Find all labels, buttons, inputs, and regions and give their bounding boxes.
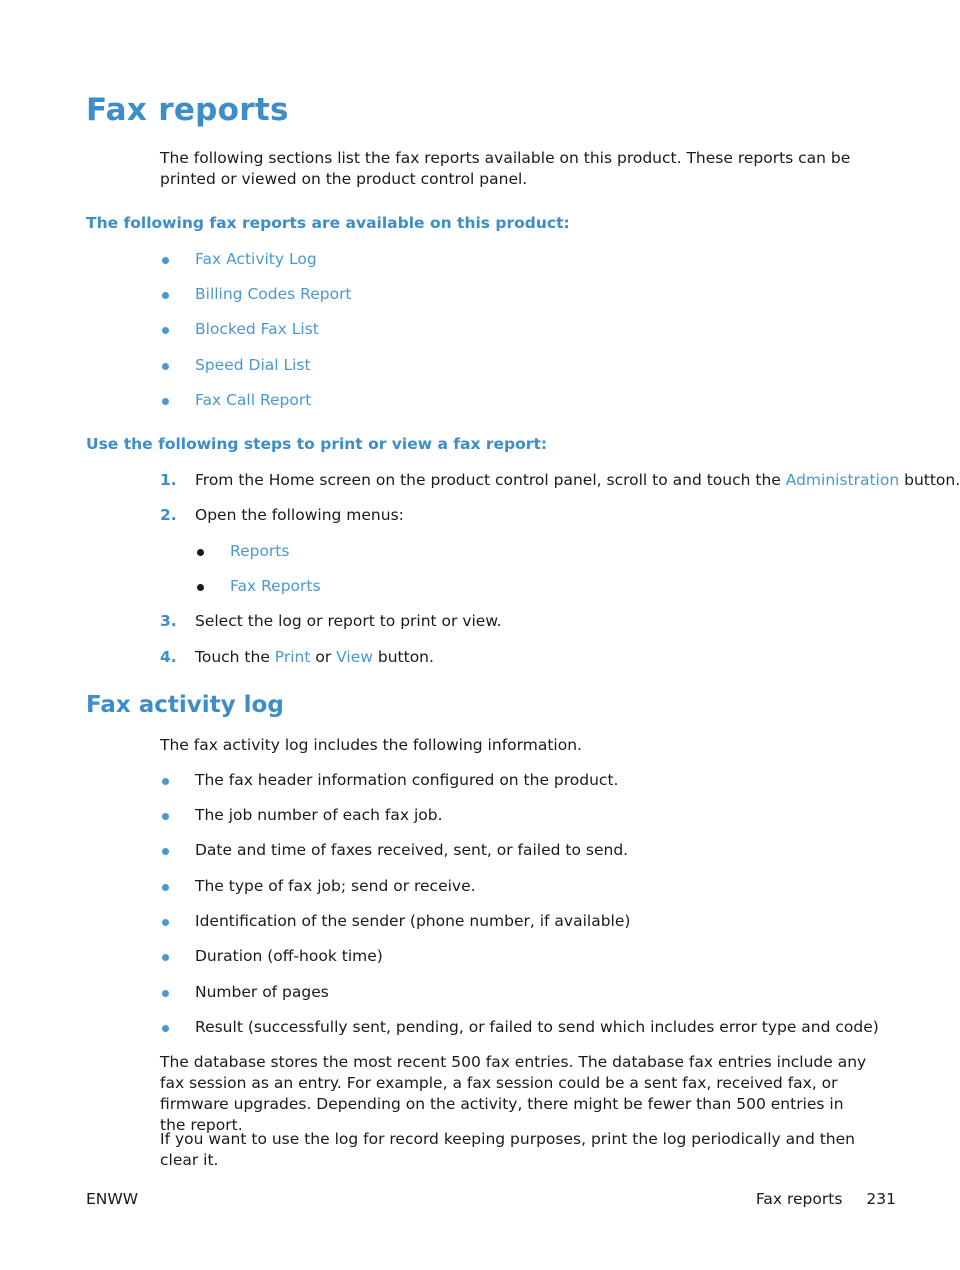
footer-locale: ENWW	[86, 1190, 139, 1208]
print-link[interactable]: Print	[274, 648, 311, 666]
page-number: 231	[866, 1190, 896, 1208]
step-number: 3.	[160, 612, 177, 630]
bullet-icon	[162, 778, 169, 785]
report-link-fax-call-report[interactable]: Fax Call Report	[195, 391, 312, 409]
step-1-text: From the Home screen on the product control panel, scroll to and touch the Administration button.	[195, 471, 960, 489]
bullet-icon	[162, 919, 169, 926]
step-number: 1.	[160, 471, 177, 489]
section-heading-fax-activity-log: Fax activity log	[86, 692, 284, 718]
intro-paragraph: The following sections list the fax reports available on this product. These reports can be printed or viewed on the product control panel.	[160, 149, 851, 188]
bullet-icon	[162, 954, 169, 961]
footer-section-title: Fax reports	[755, 1190, 843, 1208]
report-link-speed-dial-list[interactable]: Speed Dial List	[195, 356, 311, 374]
bullet-icon	[162, 327, 169, 334]
activity-intro: The fax activity log includes the following information.	[160, 736, 582, 754]
record-keeping-paragraph: If you want to use the log for record keeping purposes, print the log periodically and then clear it.	[160, 1130, 855, 1169]
bullet-icon	[162, 990, 169, 997]
step-number: 4.	[160, 648, 177, 666]
bullet-icon	[162, 813, 169, 820]
list-item: Number of pages	[195, 983, 329, 1001]
bullet-icon	[162, 884, 169, 891]
step-4-text: Touch the Print or View button.	[195, 648, 434, 666]
bullet-icon	[162, 363, 169, 370]
steps-heading: Use the following steps to print or view a fax report:	[86, 435, 548, 453]
bullet-icon	[162, 848, 169, 855]
bullet-icon	[197, 584, 204, 591]
menu-link-fax-reports[interactable]: Fax Reports	[230, 577, 321, 595]
list-item: Identification of the sender (phone number, if available)	[195, 912, 631, 930]
bullet-icon	[197, 549, 204, 556]
page-title: Fax reports	[86, 92, 289, 128]
report-link-billing-codes[interactable]: Billing Codes Report	[195, 285, 352, 303]
list-item: Date and time of faxes received, sent, or failed to send.	[195, 841, 629, 859]
administration-link[interactable]: Administration	[785, 471, 900, 489]
menu-link-reports[interactable]: Reports	[230, 542, 290, 560]
footer-right	[756, 1189, 896, 1210]
view-link[interactable]: View	[336, 648, 373, 666]
report-link-fax-activity-log[interactable]: Fax Activity Log	[195, 250, 317, 268]
bullet-icon	[162, 398, 169, 405]
list-item: The job number of each fax job.	[195, 806, 443, 824]
list-item: Result (successfully sent, pending, or failed to send which includes error type and code)	[195, 1018, 879, 1036]
report-link-blocked-fax-list[interactable]: Blocked Fax List	[195, 320, 319, 338]
bullet-icon	[162, 257, 169, 264]
available-reports-heading: The following fax reports are available on this product:	[86, 214, 570, 232]
bullet-icon	[162, 1025, 169, 1032]
database-paragraph: The database stores the most recent 500 fax entries. The database fax entries include any fax session as an entry. For example, a fax session could be a sent fax, received fax, or firmware upgrades. Depending on the activity, there might be fewer than 500 entries in the report.	[160, 1053, 867, 1134]
list-item: The type of fax job; send or receive.	[195, 877, 476, 895]
bullet-icon	[162, 292, 169, 299]
step-2-text: Open the following menus:	[195, 506, 404, 524]
step-number: 2.	[160, 506, 177, 524]
list-item: The fax header information configured on the product.	[195, 771, 619, 789]
step-3-text: Select the log or report to print or view.	[195, 612, 502, 630]
list-item: Duration (off-hook time)	[195, 947, 383, 965]
